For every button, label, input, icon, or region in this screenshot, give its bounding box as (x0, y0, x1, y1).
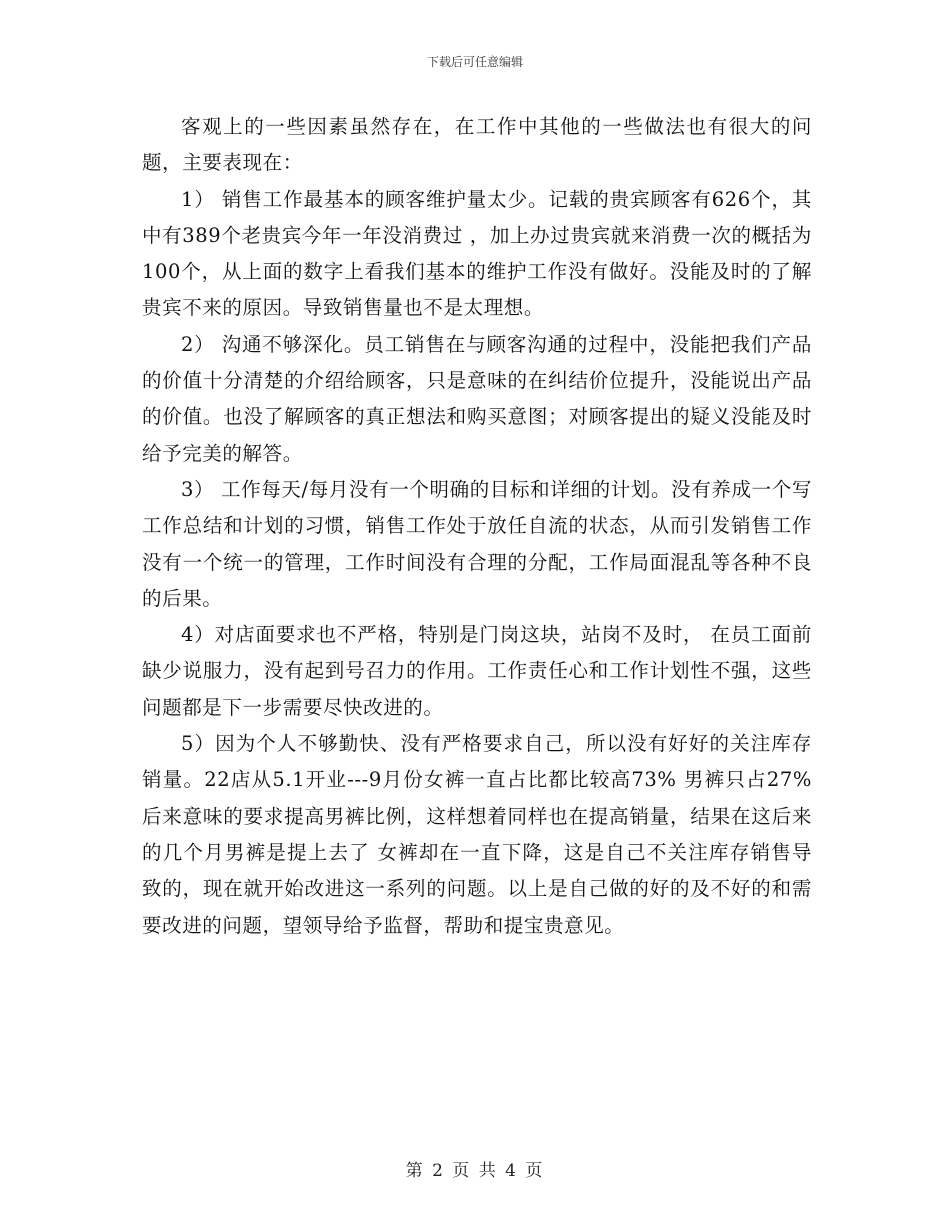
paragraph-point-5: 5）因为个人不够勤快、没有严格要求自己，所以没有好好的关注库存销量。22店从5.1开业---9月份女裤一直占比都比较高73% 男裤只占27% 后来意味的要求提高男裤比例，这样想着同样也在提高销量，结果在这后来的几个月男裤是提上去了 女裤却在一直下降，这是自己不关注库存销售导致的，现在就开始改进这一系列的问题。以上是自己做的好的及不好的和需要改进的问题，望领导给予监督，帮助和提宝贵意见。 (142, 732, 812, 937)
paragraph-intro: 客观上的一些因素虽然存在，在工作中其他的一些做法也有很大的问题，主要表现在： (142, 115, 812, 175)
paragraph-point-1: 1） 销售工作最基本的顾客维护量太少。记载的贵宾顾客有626个，其中有389个老贵宾今年一年没消费过 ，加上办过贵宾就来消费一次的概括为100个，从上面的数字上看我们基本的维护工作没有做好。没能及时的了解贵宾不来的原因。导致销售量也不是太理想。 (142, 187, 812, 320)
paragraph-point-2: 2） 沟通不够深化。员工销售在与顾客沟通的过程中，没能把我们产品的价值十分清楚的介绍给顾客，只是意味的在纠结价位提升，没能说出产品的价值。也没了解顾客的真正想法和购买意图；对顾客提出的疑义没能及时给予完美的解答。 (142, 332, 812, 465)
document-body (142, 109, 812, 944)
page-header: 下载后可任意编辑 (426, 55, 523, 69)
paragraph-point-4: 4）对店面要求也不严格，特别是门岗这块，站岗不及时， 在员工面前缺少说服力，没有起到号召力的作用。工作责任心和工作计划性不强，这些问题都是下一步需要尽快改进的。 (142, 623, 812, 719)
page-number-footer: 第 2 页 共 4 页 (405, 1161, 545, 1181)
paragraph-point-3: 3） 工作每天/每月没有一个明确的目标和详细的计划。没有养成一个写工作总结和计划的习惯，销售工作处于放任自流的状态，从而引发销售工作没有一个统一的管理，工作时间没有合理的分配，工作局面混乱等各种不良的后果。 (142, 477, 812, 610)
